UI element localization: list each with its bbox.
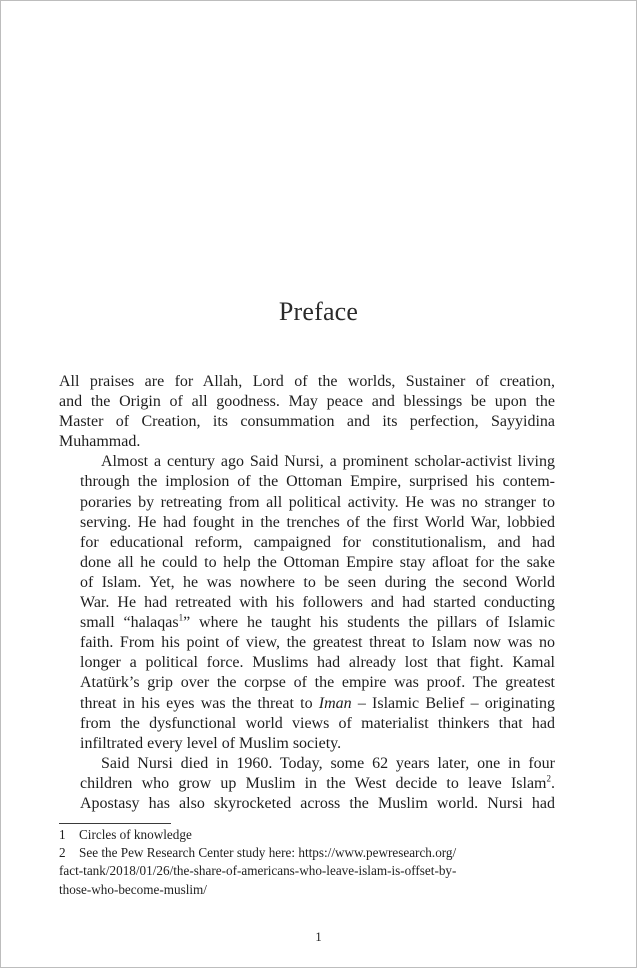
text-line xyxy=(59,613,555,633)
footnote-number: 1 xyxy=(59,827,66,842)
footnote-text[interactable]: See the Pew Research Center study here: https://www.pewresearch.org/ xyxy=(79,845,457,861)
footnote-text: Circles of knowledge xyxy=(79,827,192,842)
text-line xyxy=(59,774,555,794)
footnote-2 xyxy=(59,844,555,899)
paragraph-2 xyxy=(59,452,555,753)
footnote-line[interactable]: those-who-become-muslim/ xyxy=(59,881,207,897)
text-line: Apostasy has also skyrocketed across the Muslim world. Nursi had xyxy=(80,794,555,812)
text-line: and the Origin of all goodness. May peace and blessings be upon the xyxy=(59,393,555,411)
text-segment: small “halaqas xyxy=(80,614,179,632)
text-line: from the dysfunctional world views of materialist thinkers that had xyxy=(80,714,555,732)
text-line: through the implosion of the Ottoman Empire, surprised his contem- xyxy=(80,473,555,491)
text-line: All praises are for Allah, Lord of the worlds, Sustainer of creation, xyxy=(59,373,555,390)
footnote-1 xyxy=(59,826,555,844)
text-line: Atatürk’s grip over the corpse of the empire was proof. The greatest xyxy=(80,674,555,692)
footnote-divider xyxy=(59,823,171,824)
page-number: 1 xyxy=(315,929,322,944)
footnote-line[interactable]: fact-tank/2018/01/26/the-share-of-americans-who-leave-islam-is-offset-by- xyxy=(59,863,457,879)
text-line: Master of Creation, its consummation and its perfection, Sayyidina xyxy=(59,413,555,431)
text-segment: – Islamic Belief – originating xyxy=(351,694,555,712)
text-line: faith. From his point of view, the greatest threat to Islam now was no xyxy=(80,634,555,652)
text-segment: ” where he taught his students the pillars of Islamic xyxy=(183,614,556,632)
text-line xyxy=(59,694,555,714)
text-line: of Islam. Yet, he was nowhere to be seen during the second World xyxy=(80,573,555,591)
text-line: Muhammad. xyxy=(59,433,141,451)
footnote-line xyxy=(59,826,555,844)
text-segment: . xyxy=(551,774,555,792)
footnote-number: 2 xyxy=(59,845,66,861)
footnotes xyxy=(59,826,555,899)
paragraph-1 xyxy=(59,372,555,452)
text-line: for educational reform, campaigned for constitutionalism, and had xyxy=(80,533,555,551)
text-segment: children who grow up Muslim in the West decide to leave Islam xyxy=(80,774,547,792)
text-segment: threat in his eyes was the threat to xyxy=(80,694,319,712)
italic-term: Iman xyxy=(318,694,352,712)
paragraph-3 xyxy=(59,754,555,814)
footnote-ref-2[interactable]: 2 xyxy=(546,773,551,784)
footnote-line xyxy=(59,844,555,862)
footnote-ref-1[interactable]: 1 xyxy=(178,612,184,623)
text-line: Said Nursi died in 1960. Today, some 62 years later, one in four xyxy=(101,754,555,772)
text-line: serving. He had fought in the trenches of the first World War, lobbied xyxy=(80,513,555,531)
text-line: War. He had retreated with his followers and had started conducting xyxy=(80,594,555,612)
text-line: done all he could to help the Ottoman Empire stay afloat for the sake xyxy=(80,553,555,571)
text-line: infiltrated every level of Muslim society. xyxy=(80,734,342,752)
chapter-title: Preface xyxy=(278,297,359,326)
body-text xyxy=(59,372,555,814)
text-line: Almost a century ago Said Nursi, a prominent scholar-activist living xyxy=(101,453,555,471)
text-line: poraries by retreating from all political activity. He was no stranger to xyxy=(80,493,555,511)
text-line: longer a political force. Muslims had already lost that fight. Kamal xyxy=(80,654,555,672)
